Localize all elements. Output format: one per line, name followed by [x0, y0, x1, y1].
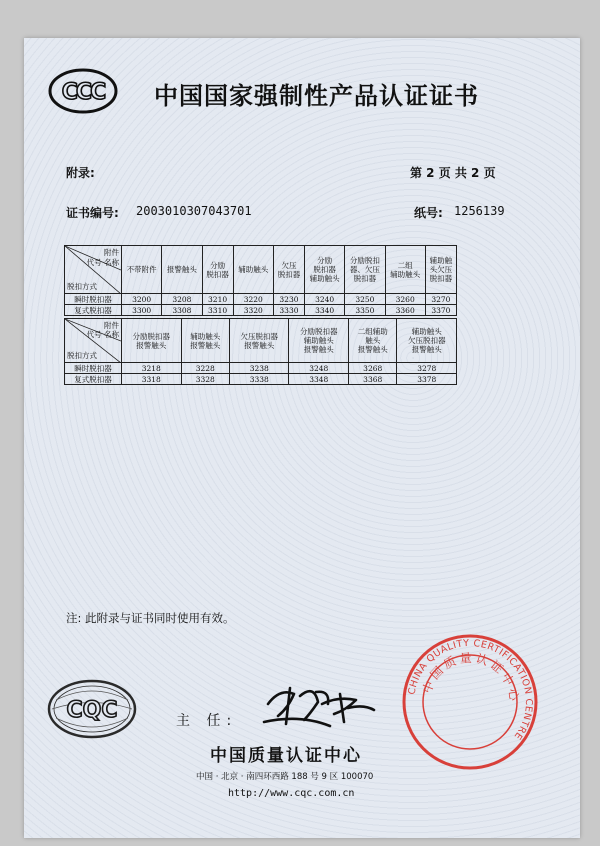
table-row	[65, 294, 457, 305]
org-address: 中国 · 北京 · 南四环西路 188 号 9 区 100070	[196, 772, 374, 782]
table-row	[65, 305, 457, 316]
corner-top-label: 附件	[104, 321, 119, 330]
header-cell: 分励脱扣 器、欠压 脱扣器	[345, 246, 385, 294]
header-cell: 分励 脱扣器 辅助触头	[305, 246, 345, 294]
header-cell: 报警触头	[162, 246, 202, 294]
table-cell: 3200	[122, 294, 162, 305]
table-cell: 3370	[425, 305, 456, 316]
spec-table-1	[64, 245, 457, 316]
table-cell: 3228	[181, 363, 229, 374]
table-cell: 3208	[162, 294, 202, 305]
cert-no-value: 2003010307043701	[136, 204, 252, 218]
svg-text:CQC: CQC	[66, 698, 118, 723]
corner-mid-label: 代号 名称	[86, 258, 119, 267]
table-header-row	[65, 319, 457, 363]
official-seal-icon	[400, 632, 540, 772]
table-cell: 3318	[122, 374, 182, 385]
table-cell: 3368	[348, 374, 396, 385]
table-cell: 3278	[397, 363, 457, 374]
row-label: 复式脱扣器	[65, 374, 122, 385]
table-cell: 3338	[229, 374, 289, 385]
ccc-logo-icon	[48, 68, 118, 114]
header-cell: 分励脱扣器 辅助触头 报警触头	[289, 319, 349, 363]
page-info: 第 2 页 共 2 页	[410, 166, 496, 180]
table-cell: 3360	[385, 305, 425, 316]
header-cell: 二组辅助 触头 报警触头	[348, 319, 396, 363]
cert-no-label: 证书编号:	[66, 206, 119, 220]
table-cell: 3310	[202, 305, 233, 316]
table-cell: 3230	[273, 294, 304, 305]
corner-bottom-label: 脱扣方式	[67, 282, 97, 291]
signature-icon	[260, 674, 380, 734]
header-cell: 分励 脱扣器	[202, 246, 233, 294]
table-cell: 3350	[345, 305, 385, 316]
table-cell: 3250	[345, 294, 385, 305]
svg-text:CCC: CCC	[61, 80, 105, 105]
table-cell: 3330	[273, 305, 304, 316]
table-cell: 3210	[202, 294, 233, 305]
table-cell: 3248	[289, 363, 349, 374]
certificate-page	[24, 38, 580, 838]
table-cell: 3340	[305, 305, 345, 316]
table-cell: 3300	[122, 305, 162, 316]
header-cell: 欠压脱扣器 报警触头	[229, 319, 289, 363]
row-label: 复式脱扣器	[65, 305, 122, 316]
corner-top-label: 附件	[104, 248, 119, 257]
table-row	[65, 374, 457, 385]
org-url: http://www.cqc.com.cn	[228, 788, 355, 799]
table-corner-cell	[65, 246, 122, 294]
table-cell: 3308	[162, 305, 202, 316]
paper-no-value: 1256139	[454, 204, 505, 218]
chief-label: 主 任:	[176, 713, 238, 729]
table-cell: 3348	[289, 374, 349, 385]
row-label: 瞬时脱扣器	[65, 294, 122, 305]
table-cell: 3260	[385, 294, 425, 305]
table-cell: 3240	[305, 294, 345, 305]
paper-no-label: 纸号:	[414, 206, 443, 220]
table-header-row	[65, 246, 457, 294]
validity-note: 注: 此附录与证书同时使用有效。	[66, 611, 235, 625]
header-cell: 辅助触头	[233, 246, 273, 294]
spec-table-2	[64, 318, 457, 385]
org-name: 中国质量认证中心	[210, 746, 362, 766]
table-cell: 3378	[397, 374, 457, 385]
header-cell: 分励脱扣器 报警触头	[122, 319, 182, 363]
table-cell: 3220	[233, 294, 273, 305]
header-cell: 欠压 脱扣器	[273, 246, 304, 294]
table-cell: 3218	[122, 363, 182, 374]
table-cell: 3328	[181, 374, 229, 385]
svg-text:中国质量认证中心: 中国质量认证中心	[419, 650, 522, 705]
table-row	[65, 363, 457, 374]
header-cell: 辅助触头 报警触头	[181, 319, 229, 363]
table-cell: 3270	[425, 294, 456, 305]
header-cell: 辅助触 头欠压 脱扣器	[425, 246, 456, 294]
header-cell: 二组 辅助触头	[385, 246, 425, 294]
row-label: 瞬时脱扣器	[65, 363, 122, 374]
cqc-logo-icon	[46, 678, 138, 740]
header-cell: 辅助触头 欠压脱扣器 报警触头	[397, 319, 457, 363]
corner-mid-label: 代号 名称	[86, 330, 119, 339]
table-cell: 3268	[348, 363, 396, 374]
page-title: 中国国家强制性产品认证证书	[154, 82, 479, 110]
table-corner-cell	[65, 319, 122, 363]
appendix-label: 附录:	[66, 166, 95, 180]
table-cell: 3238	[229, 363, 289, 374]
corner-bottom-label: 脱扣方式	[67, 351, 97, 360]
table-cell: 3320	[233, 305, 273, 316]
header-cell: 不带附件	[122, 246, 162, 294]
svg-text:CHINA QUALITY CERTIFICATION CE: CHINA QUALITY CERTIFICATION CENTRE	[406, 637, 535, 742]
